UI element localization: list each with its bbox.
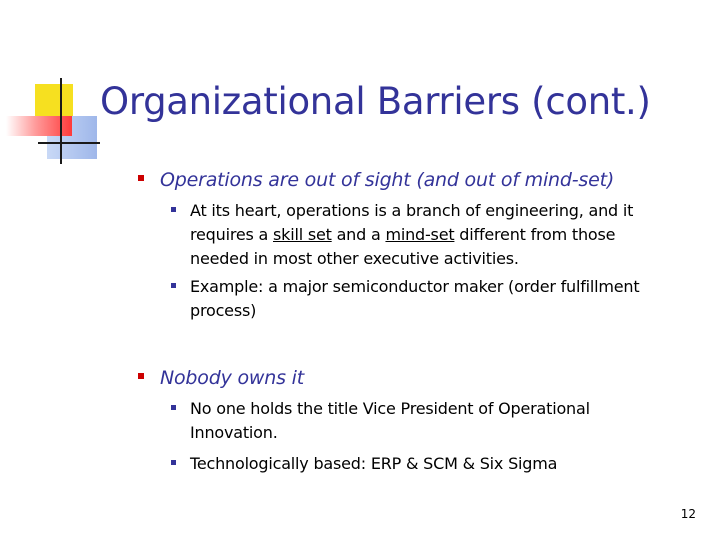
slide-logo-decoration <box>0 70 100 165</box>
underlined-term: mind-set <box>385 225 455 244</box>
sub-bullet-text <box>190 397 710 445</box>
bullet-text: Operations are out of sight (and out of mind-set) <box>160 169 615 191</box>
sub-bullet-text <box>190 199 710 271</box>
text-line: At its heart, operations is a branch of engineering, and it <box>190 201 634 220</box>
slide-title: Organizational Barriers (cont.) <box>100 80 651 123</box>
bullet-text: Nobody owns it <box>160 367 304 389</box>
blue-square-bullet-icon <box>171 405 176 410</box>
blue-square-bullet-icon <box>171 207 176 212</box>
page-number: 12 <box>680 507 696 521</box>
text-line: Example: a major semiconductor maker (order fulfillment <box>190 277 640 296</box>
text-line <box>190 223 710 247</box>
text-line: Innovation. <box>190 423 278 442</box>
text-line: needed in most other executive activities. <box>190 249 519 268</box>
logo-red-bar <box>6 116 72 136</box>
text-run: different from those <box>454 225 616 244</box>
text-line: No one holds the title Vice President of Operational <box>190 399 590 418</box>
blue-square-bullet-icon <box>171 460 176 465</box>
text-run: requires a <box>190 225 273 244</box>
red-square-bullet-icon <box>138 175 144 181</box>
blue-square-bullet-icon <box>171 283 176 288</box>
logo-horizontal-line <box>38 142 100 144</box>
text-run: and a <box>331 225 386 244</box>
underlined-term: skill set <box>273 225 332 244</box>
sub-bullet-text <box>190 452 710 476</box>
red-square-bullet-icon <box>138 373 144 379</box>
text-line: Technologically based: ERP & SCM & Six Sigma <box>190 454 558 473</box>
text-line: process) <box>190 301 257 320</box>
logo-vertical-line <box>60 78 62 164</box>
sub-bullet-text <box>190 275 710 323</box>
